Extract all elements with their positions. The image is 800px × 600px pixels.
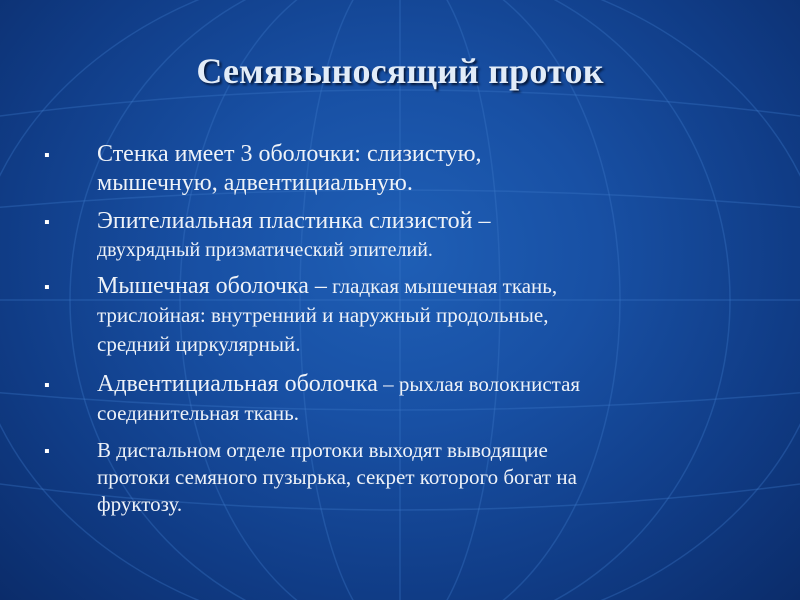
bullet-text: – рыхлая волокнистая <box>377 372 581 396</box>
bullet-square-icon: ▪ <box>44 377 50 394</box>
slide-title: Семявыносящий проток <box>196 51 604 91</box>
list-item <box>40 140 760 198</box>
bullet-text-line: мышечную, адвентициальную. <box>97 170 413 196</box>
bullet-text-line: трислойная: внутренний и наружный продольные, <box>97 303 549 327</box>
bullet-square-icon: ▪ <box>44 279 50 296</box>
bullet-text-line: Стенка имеет 3 оболочки: слизистую, <box>97 141 482 167</box>
bullet-text-line: Эпителиальная пластинка слизистой – <box>97 208 491 234</box>
list-item <box>40 272 760 359</box>
bullet-square-icon: ▪ <box>44 147 50 164</box>
bullet-square-icon: ▪ <box>44 214 50 231</box>
bullet-text-line: соединительная ткань. <box>97 401 299 425</box>
bullet-text-line: средний циркулярный. <box>97 332 301 356</box>
bullet-text-line: В дистальном отделе протоки выходят выводящие <box>97 438 548 462</box>
bullet-text-line: двухрядный призматический эпителий. <box>97 239 433 261</box>
bullet-text-line: протоки семяного пузырька, секрет которого богат на <box>97 465 577 489</box>
list-item <box>40 370 760 428</box>
bullet-text-line: фруктозу. <box>97 492 183 516</box>
bullet-square-icon: ▪ <box>44 443 50 460</box>
bullet-list <box>40 140 760 518</box>
bullet-term: Мышечная оболочка – <box>97 273 327 299</box>
list-item <box>40 437 760 518</box>
list-item <box>40 207 760 265</box>
bullet-text: гладкая мышечная ткань, <box>326 274 558 298</box>
bullet-term: Адвентициальная оболочка <box>97 371 378 397</box>
